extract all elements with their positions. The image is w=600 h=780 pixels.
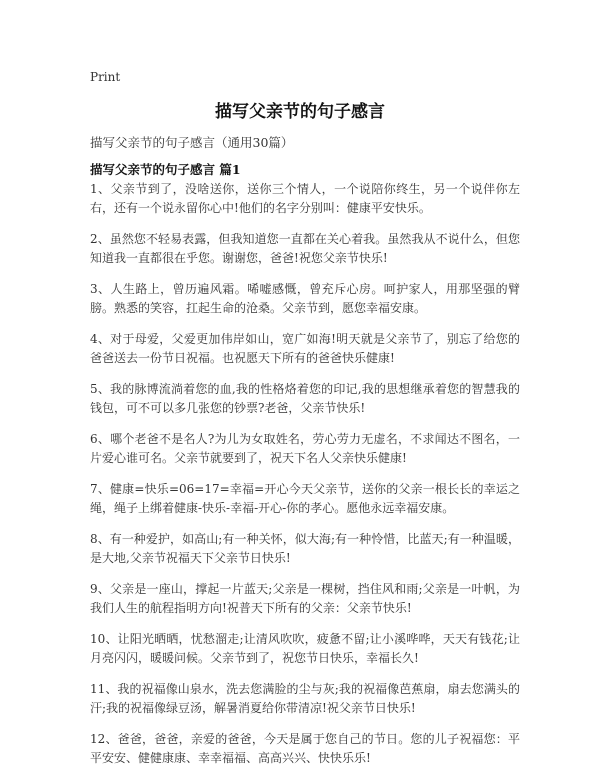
section-heading: 描写父亲节的句子感言 篇1 xyxy=(90,162,241,177)
paragraph-11: 11、我的祝福像山泉水，洗去您满脸的尘与灰;我的祝福像芭蕉扇，扇去您满头的汗;我的祝福像绿豆汤，解暑消夏给你带清凉!祝父亲节日快乐! xyxy=(90,682,520,715)
paragraph-5: 5、我的脉博流淌着您的血,我的性格烙着您的印记,我的思想继承着您的智慧我的钱包，可不可以多几张您的钞票?老爸，父亲节快乐! xyxy=(90,382,520,415)
document-title: 描写父亲节的句子感言 xyxy=(215,102,385,122)
paragraph-4: 4、对于母爱，父爱更加伟岸如山，宽广如海!明天就是父亲节了，别忘了给您的爸爸送去一份节日祝福。也祝愿天下所有的爸爸快乐健康! xyxy=(90,332,520,365)
paragraph-list xyxy=(90,180,520,780)
paragraph-7: 7、健康=快乐=06=17=幸福=开心今天父亲节，送你的父亲一根长长的幸运之绳，绳子上绑着健康-快乐-幸福-开心-你的孝心。愿他永远幸福安康。 xyxy=(90,482,520,515)
paragraph-6: 6、哪个老爸不是名人?为儿为女取姓名，劳心劳力无虚名，不求闻达不图名，一片爱心谁可名。父亲节就要到了，祝天下名人父亲快乐健康! xyxy=(90,432,520,465)
paragraph-2: 2、虽然您不轻易表露，但我知道您一直都在关心着我。虽然我从不说什么，但您知道我一直都很在乎您。谢谢您，爸爸!祝您父亲节快乐! xyxy=(90,232,520,265)
document-subtitle: 描写父亲节的句子感言（通用30篇） xyxy=(90,135,294,150)
paragraph-8: 8、有一种爱护，如高山;有一种关怀，似大海;有一种怜惜，比蓝天;有一种温暖，是大地,父亲节祝福天下父亲节日快乐! xyxy=(90,532,520,565)
print-label: Print xyxy=(90,70,121,84)
paragraph-9: 9、父亲是一座山，撑起一片蓝天;父亲是一棵树，挡住风和雨;父亲是一叶帆，为我们人生的航程指明方向!祝普天下所有的父亲：父亲节快乐! xyxy=(90,582,520,615)
paragraph-3: 3、人生路上，曾历遍风霜。唏嘘感慨，曾充斥心房。呵护家人，用那坚强的臂膀。熟悉的笑容，扛起生命的沧桑。父亲节到，愿您幸福安康。 xyxy=(90,282,520,315)
paragraph-1: 1、父亲节到了，没啥送你，送你三个情人，一个说陪你终生，另一个说伴你左右，还有一个说永留你心中!他们的名字分别叫：健康平安快乐。 xyxy=(90,182,520,215)
paragraph-10: 10、让阳光晒晒，忧愁溜走;让清风吹吹，疲惫不留;让小溪哗哗，天天有钱花;让月亮闪闪，暖暖问候。父亲节到了，祝您节日快乐，幸福长久! xyxy=(90,632,520,665)
paragraph-12: 12、爸爸，爸爸，亲爱的爸爸，今天是属于您自己的节日。您的儿子祝福您：平平安安、健健康康、幸幸福福、高高兴兴、快快乐乐! xyxy=(90,732,520,765)
